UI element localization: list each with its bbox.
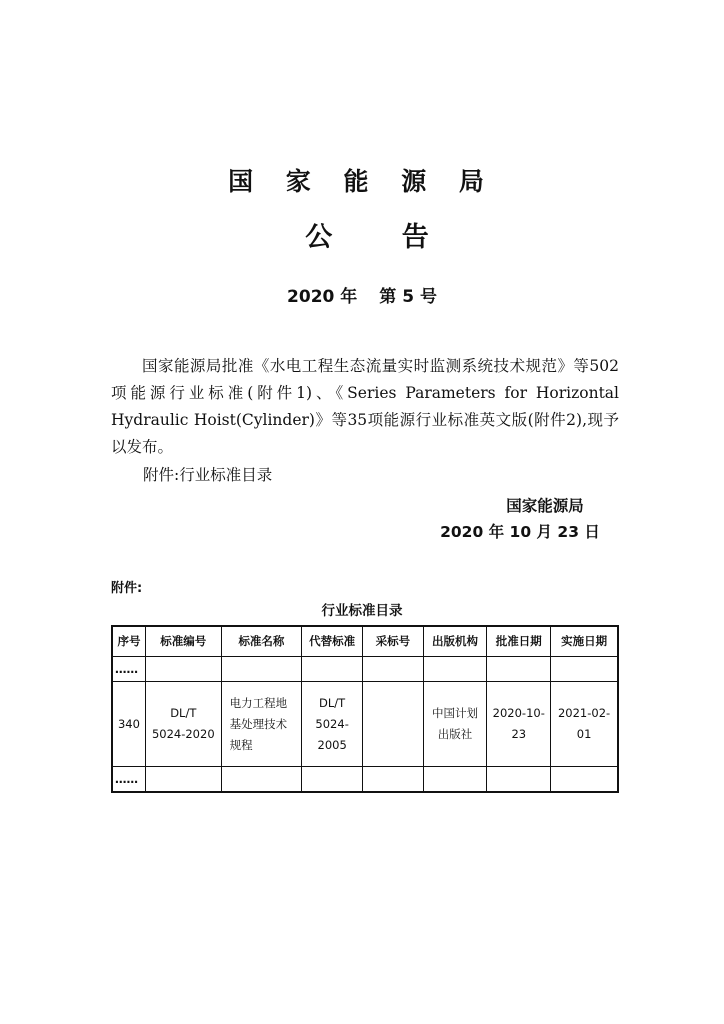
empty-cell <box>423 767 487 793</box>
empty-cell <box>551 767 618 793</box>
signature-date: 2020 年 10 月 23 日 <box>440 523 600 541</box>
empty-cell <box>487 657 551 682</box>
name-line: 基处理技术 <box>229 716 288 731</box>
empty-cell <box>145 767 221 793</box>
empty-cell <box>221 767 302 793</box>
col-header-approval-date: 批准日期 <box>487 626 551 657</box>
cell-publisher <box>423 682 487 767</box>
replaces-line: 5024-2005 <box>315 716 349 752</box>
ellipsis-cell: …… <box>112 767 145 793</box>
table-row <box>112 682 618 767</box>
col-header-adopted: 采标号 <box>363 626 424 657</box>
empty-cell <box>221 657 302 682</box>
standards-table <box>111 625 619 793</box>
col-header-effective-date: 实施日期 <box>551 626 618 657</box>
signature-organization: 国家能源局 <box>506 497 584 515</box>
table-header-row <box>112 626 618 657</box>
cell-effective-date: 2021-02-01 <box>551 682 618 767</box>
name-line: 电力工程地 <box>229 695 288 710</box>
cell-std-no <box>145 682 221 767</box>
agency-title: 国 家 能 源 局 <box>228 167 496 196</box>
table-row-ellipsis-top <box>112 657 618 682</box>
col-header-seq: 序号 <box>112 626 145 657</box>
std-no-line: DL/T <box>170 706 197 720</box>
empty-cell <box>423 657 487 682</box>
issue-number <box>0 282 724 307</box>
publisher-line: 出版社 <box>437 727 473 741</box>
replaces-line: DL/T <box>319 695 346 710</box>
col-header-replaces: 代替标准 <box>302 626 363 657</box>
annex-label: 附件: <box>111 581 143 596</box>
empty-cell <box>302 657 363 682</box>
publisher-line: 中国计划 <box>432 706 479 720</box>
document-type-title: 公 告 <box>305 222 459 253</box>
empty-cell <box>363 767 424 793</box>
empty-cell <box>551 657 618 682</box>
cell-approval-date: 2020-10-23 <box>487 682 551 767</box>
col-header-std-no: 标准编号 <box>145 626 221 657</box>
empty-cell <box>487 767 551 793</box>
col-header-publisher: 出版机构 <box>423 626 487 657</box>
table-title: 行业标准目录 <box>321 603 403 619</box>
announcement-paragraph: 国家能源局批准《水电工程生态流量实时监测系统技术规范》等502项能源行业标准(附件1)、《Series Parameters for Horizontal Hydraulic Hoist(Cylinder)》等35项能源行业标准英文版(附件2),现予以发布。 <box>111 357 619 456</box>
std-no-line: 5024-2020 <box>151 727 215 741</box>
cell-adopted <box>363 682 424 767</box>
attachment-line: 附件:行业标准目录 <box>143 466 273 484</box>
name-line: 规程 <box>229 737 253 752</box>
table-row-ellipsis-bottom <box>112 767 618 793</box>
issue-year: 2020 年 <box>287 287 358 307</box>
empty-cell <box>363 657 424 682</box>
issue-no: 第 5 号 <box>379 287 437 307</box>
cell-name <box>221 682 302 767</box>
empty-cell <box>145 657 221 682</box>
empty-cell <box>302 767 363 793</box>
cell-seq: 340 <box>112 682 145 767</box>
col-header-name: 标准名称 <box>221 626 302 657</box>
ellipsis-cell: …… <box>112 657 145 682</box>
cell-replaces <box>302 682 363 767</box>
